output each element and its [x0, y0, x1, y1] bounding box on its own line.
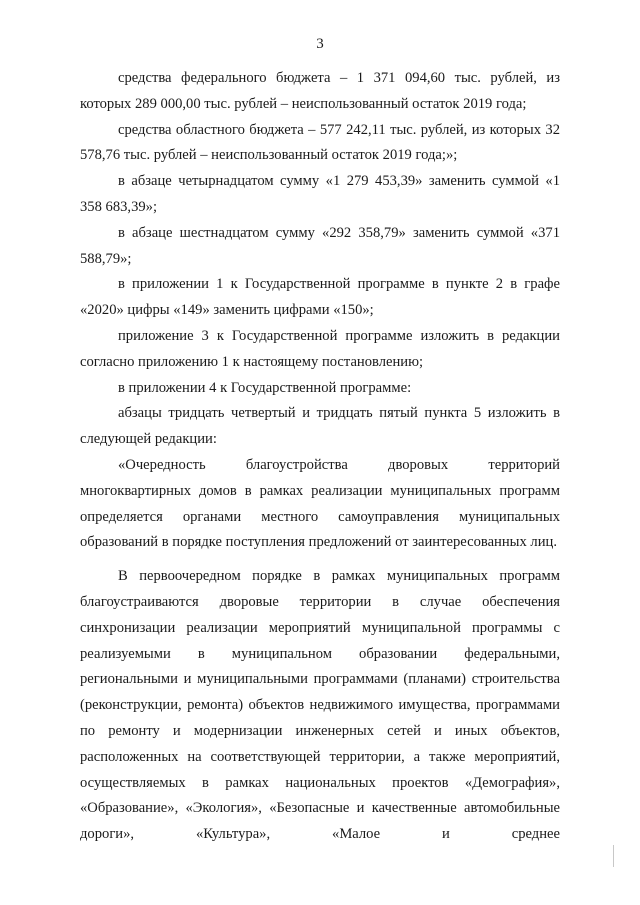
document-body [80, 66, 560, 848]
paragraph-first-priority: В первоочередном порядке в рамках муниципальных программ благоустраиваются дворовые территории в случае обеспечения синхронизации реализации мероприятий муниципальной программы с реализуемыми в муниципальном образовании федеральными, региональными и муниципальными программами (планами) строительства (реконструкции, ремонта) объектов недвижимого имущества, программами по ремонту и модернизации инженерных сетей и иных объектов, расположенных на соответствующей территории, а также мероприятий, осуществляемых в рамках национальных проектов «Демография», «Образование», «Экология», «Безопасные и качественные автомобильные дороги», «Культура», «Малое и среднее [80, 568, 560, 843]
paragraph-regional-budget: средства областного бюджета – 577 242,11 тыс. рублей, из которых 32 578,76 тыс. рублей – неиспользованный остаток 2019 года;»; [80, 121, 560, 164]
page-number: 3 [316, 36, 324, 52]
paragraph-fourteenth-amendment: в абзаце четырнадцатом сумму «1 279 453,39» заменить суммой «1 358 683,39»; [80, 173, 560, 215]
paragraph-appendix-1: в приложении 1 к Государственной программе в пункте 2 в графе «2020» цифры «149» заменить цифрами «150»; [80, 276, 560, 319]
paragraph-quote-priority: «Очередность благоустройства дворовых территорий многоквартирных домов в рамках реализации муниципальных программ определяется органами местного самоуправления муниципальных образований в порядке поступления предложений от заинтересованных лиц. [80, 456, 560, 551]
paragraph-sixteenth-amendment: в абзаце шестнадцатом сумму «292 358,79» заменить суммой «371 588,79»; [80, 224, 560, 267]
paragraph-point-5: абзацы тридцать четвертый и тридцать пятый пункта 5 изложить в следующей редакции: [80, 405, 560, 448]
paragraph-appendix-4: в приложении 4 к Государственной программе: [118, 379, 412, 396]
scan-edge-mark [613, 845, 614, 867]
paragraph-appendix-3: приложение 3 к Государственной программе изложить в редакции согласно приложению 1 к настоящему постановлению; [80, 327, 560, 370]
paragraph-federal-budget: средства федерального бюджета – 1 371 094,60 тыс. рублей, из которых 289 000,00 тыс. рублей – неиспользованный остаток 2019 года; [80, 70, 560, 112]
